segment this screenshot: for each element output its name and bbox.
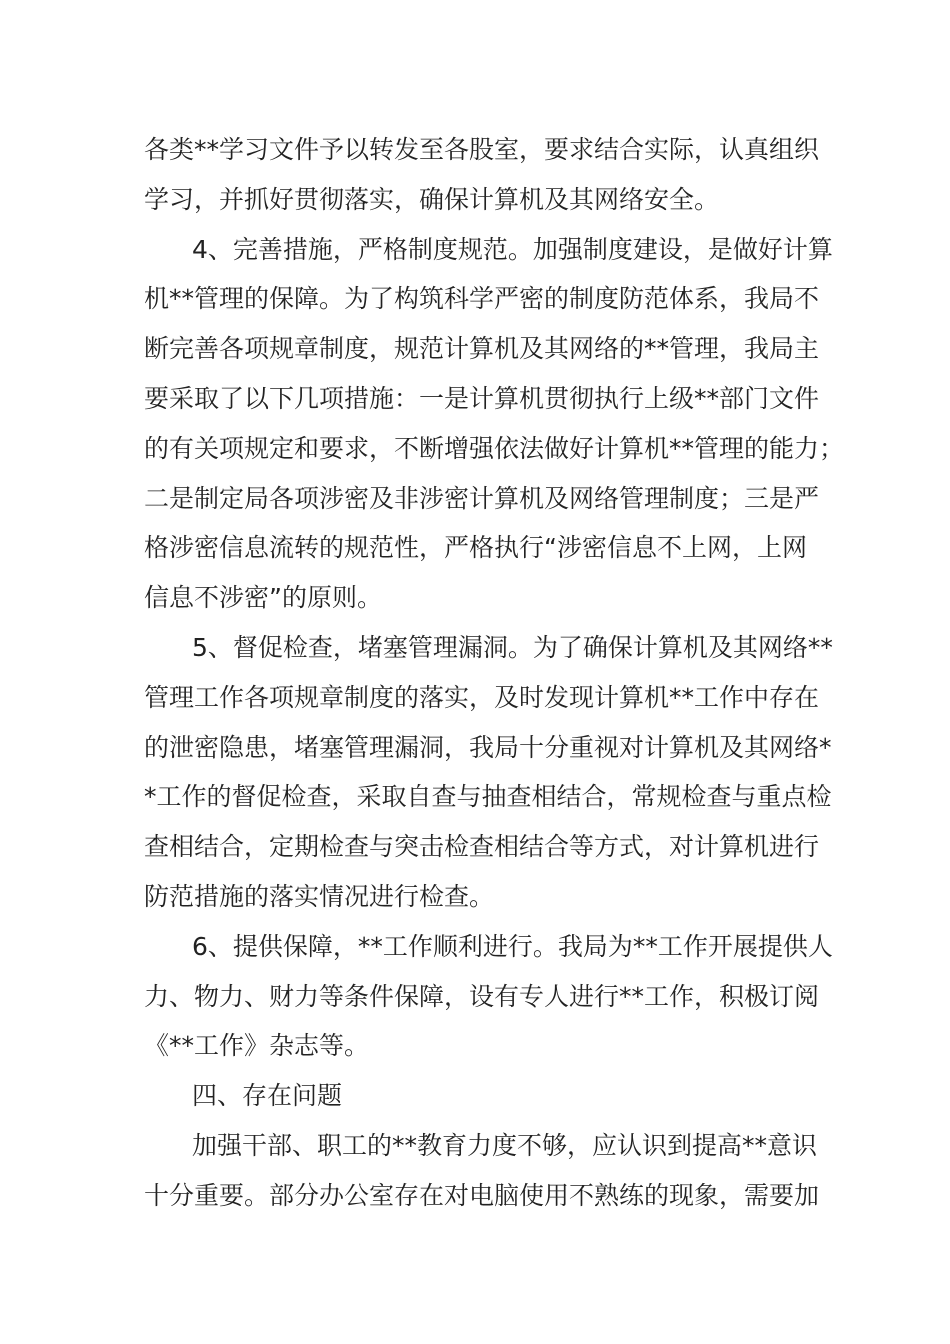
text-line-3: 4、完善措施，严格制度规范。加强制度建设，是做好计算 xyxy=(192,234,833,264)
text-line-8: 二是制定局各项涉密及非涉密计算机及网络管理制度；三是严 xyxy=(144,483,820,513)
text-line-16: 防范措施的落实情况进行检查。 xyxy=(144,881,495,911)
text-line-22: 十分重要。部分办公室存在对电脑使用不熟练的现象，需要加 xyxy=(144,1180,820,1210)
text-line-5: 断完善各项规章制度，规范计算机及其网络的**管理，我局主 xyxy=(144,334,820,364)
text-line-9: 格涉密信息流转的规范性，严格执行“涉密信息不上网，上网 xyxy=(144,533,807,563)
text-line-18: 力、物力、财力等条件保障，设有专人进行**工作，积极订阅 xyxy=(144,981,820,1011)
text-line-2: 学习，并抓好贯彻落实，确保计算机及其网络安全。 xyxy=(144,184,720,214)
text-line-4: 机**管理的保障。为了构筑科学严密的制度防范体系，我局不 xyxy=(144,284,820,314)
text-line-13: 的泄密隐患，堵塞管理漏洞，我局十分重视对计算机及其网络* xyxy=(144,732,832,762)
text-line-7: 的有关项规定和要求，不断增强依法做好计算机**管理的能力； xyxy=(144,433,845,463)
text-line-6: 要采取了以下几项措施：一是计算机贯彻执行上级**部门文件 xyxy=(144,383,820,413)
document-body xyxy=(144,125,845,1221)
text-line-14: *工作的督促检查，采取自查与抽查相结合，常规检查与重点检 xyxy=(144,782,832,812)
text-line-1: 各类**学习文件予以转发至各股室，要求结合实际，认真组织 xyxy=(144,135,820,164)
text-line-10: 信息不涉密”的原则。 xyxy=(144,583,382,613)
text-line-11: 5、督促检查，堵塞管理漏洞。为了确保计算机及其网络** xyxy=(192,632,833,662)
text-line-15: 查相结合，定期检查与突击检查相结合等方式，对计算机进行 xyxy=(144,832,820,862)
text-line-17: 6、提供保障，**工作顺利进行。我局为**工作开展提供人 xyxy=(192,931,833,961)
text-line-21: 加强干部、职工的**教育力度不够，应认识到提高**意识 xyxy=(192,1130,818,1160)
text-line-19: 《**工作》杂志等。 xyxy=(144,1031,370,1061)
section-heading-problems: 四、存在问题 xyxy=(192,1081,343,1111)
text-line-12: 管理工作各项规章制度的落实，及时发现计算机**工作中存在 xyxy=(144,682,820,712)
